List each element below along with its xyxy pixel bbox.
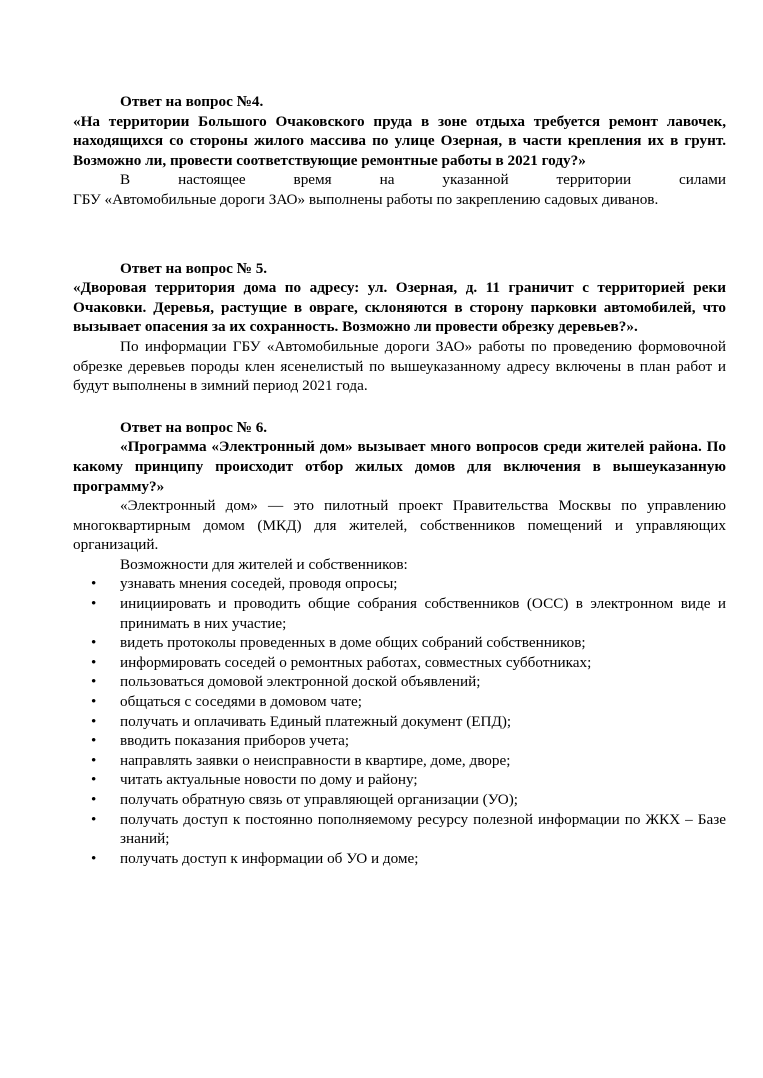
- section-heading: Ответ на вопрос № 5.: [120, 259, 268, 277]
- answer-section-4: [73, 92, 726, 210]
- bullet-icon: •: [91, 595, 97, 613]
- capabilities-list: [73, 574, 726, 868]
- list-item: [73, 810, 726, 849]
- bullet-icon: •: [91, 693, 97, 711]
- list-intro: Возможности для жителей и собственников:: [120, 555, 408, 573]
- answer-text: По информации ГБУ «Автомобильные дороги ЗАО» работы по проведению формовочной обрезке деревьев породы клен ясенелистый по вышеуказанному адресу включены в план работ и будут выполнены в зимний период 2021 года.: [73, 337, 726, 395]
- list-item: [73, 594, 726, 633]
- list-item: [73, 672, 726, 692]
- section-heading: Ответ на вопрос № 6.: [120, 418, 268, 436]
- list-item-text: инициировать и проводить общие собрания собственников (ОСС) в электронном виде и принимать в них участие;: [120, 595, 726, 632]
- answer-section-5: [73, 259, 726, 396]
- list-item-text: получать доступ к информации об УО и доме;: [120, 849, 419, 867]
- bullet-icon: •: [91, 810, 97, 828]
- bullet-icon: •: [91, 653, 97, 671]
- list-item: [73, 574, 726, 594]
- answer-first-line: В настоящее время на указанной территории силами: [120, 171, 726, 189]
- bullet-icon: •: [91, 751, 97, 769]
- list-item: [73, 692, 726, 712]
- answer-text: ГБУ «Автомобильные дороги ЗАО» выполнены работы по закреплению садовых диванов.: [73, 190, 659, 208]
- list-item-text: узнавать мнения соседей, проводя опросы;: [120, 575, 398, 593]
- list-item: [73, 633, 726, 653]
- list-item: [73, 731, 726, 751]
- list-item-text: вводить показания приборов учета;: [120, 732, 350, 750]
- question-text: «На территории Большого Очаковского пруда в зоне отдыха требуется ремонт лавочек, находящихся со стороны жилого массива по улице Озерная, в части крепления их в грунт. Возможно ли, провести соответствующие ремонтные работы в 2021 году?»: [73, 112, 726, 169]
- list-item-text: получать доступ к постоянно пополняемому ресурсу полезной информации по ЖКХ – Базе знаний;: [120, 810, 726, 848]
- list-item-text: информировать соседей о ремонтных работах, совместных субботниках;: [120, 653, 592, 671]
- bullet-icon: •: [91, 791, 97, 808]
- list-item-text: видеть протоколы проведенных в доме общих собраний собственников;: [120, 634, 586, 652]
- list-item: [73, 712, 726, 732]
- bullet-icon: •: [91, 849, 97, 867]
- list-item-text: получать и оплачивать Единый платежный документ (ЕПД);: [120, 712, 512, 730]
- list-item-text: получать обратную связь от управляющей организации (УО);: [120, 791, 518, 808]
- bullet-icon: •: [91, 634, 97, 652]
- bullet-icon: •: [91, 771, 97, 789]
- list-item: [73, 849, 726, 869]
- bullet-icon: •: [91, 732, 97, 750]
- section-heading: Ответ на вопрос №4.: [120, 93, 264, 110]
- list-item: [73, 770, 726, 790]
- list-item-text: пользоваться домовой электронной доской объявлений;: [120, 673, 481, 691]
- list-item-text: общаться с соседями в домовом чате;: [120, 693, 362, 711]
- answer-text: «Электронный дом» — это пилотный проект Правительства Москвы по управлению многоквартирным домом (МКД) для жителей, собственников помещений и управляющих организаций.: [73, 497, 726, 554]
- answer-section-6: [73, 418, 726, 869]
- bullet-icon: •: [91, 712, 97, 730]
- list-item-text: направлять заявки о неисправности в квартире, доме, дворе;: [120, 751, 511, 769]
- bullet-icon: •: [91, 673, 97, 691]
- question-text: «Дворовая территория дома по адресу: ул. Озерная, д. 11 граничит с территорией реки Очаковки. Деревья, растущие в овраге, склоняются в сторону парковки автомобилей, что вызывает опасения за их сохранность. Возможно ли провести обрезку деревьев?».: [73, 279, 726, 336]
- bullet-icon: •: [91, 575, 97, 593]
- list-item: [73, 790, 726, 810]
- list-item: [73, 653, 726, 673]
- document-body: [73, 92, 726, 868]
- list-item-text: читать актуальные новости по дому и району;: [120, 771, 418, 789]
- list-item: [73, 751, 726, 771]
- question-text: «Программа «Электронный дом» вызывает много вопросов среди жителей района. По какому принципу происходит отбор жилых домов для включения в вышеуказанную программу?»: [73, 438, 726, 495]
